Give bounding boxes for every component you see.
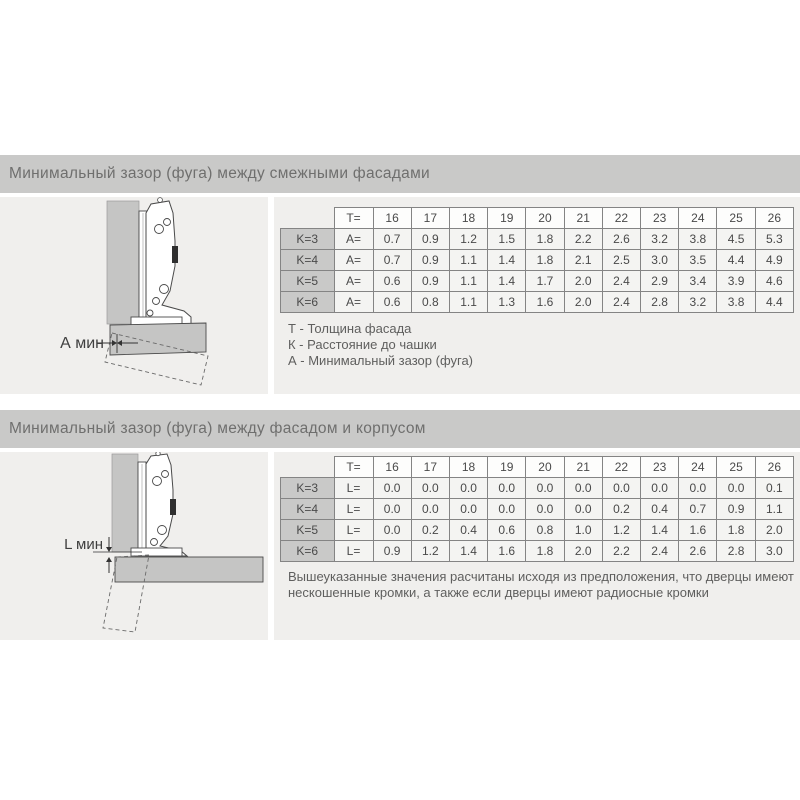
min-gap-table-body (280, 456, 794, 562)
value-cell: 1.4 (641, 520, 679, 541)
value-cell: 3.0 (755, 541, 793, 562)
value-cell: 1.5 (488, 229, 526, 250)
param-label-cell: A= (334, 271, 373, 292)
legend-line-k: К - Расстояние до чашки (288, 337, 437, 352)
hinge-diagram-adjacent-fronts (0, 197, 268, 394)
value-cell: 2.0 (755, 520, 793, 541)
value-cell: 0.0 (373, 520, 411, 541)
value-cell: 1.1 (449, 292, 487, 313)
value-cell: 0.7 (373, 229, 411, 250)
value-cell: 0.9 (411, 250, 449, 271)
value-cell: 1.0 (564, 520, 602, 541)
table-row (281, 229, 794, 250)
table-header-row (281, 457, 794, 478)
k-cell: K=6 (281, 292, 335, 313)
k-cell: K=3 (281, 229, 335, 250)
param-label-cell: L= (334, 541, 373, 562)
hinge-top-screw (156, 452, 160, 456)
value-cell: 3.8 (717, 292, 755, 313)
hinge-clip (170, 499, 176, 515)
value-cell: 0.7 (679, 499, 717, 520)
table-row (281, 271, 794, 292)
gap-l-label: L мин (64, 536, 103, 553)
section1-title-bar (0, 155, 800, 193)
value-cell: 1.6 (488, 541, 526, 562)
thickness-header-cell: 25 (717, 208, 755, 229)
value-cell: 0.0 (449, 478, 487, 499)
hinge-screw (147, 310, 153, 316)
value-cell: 0.0 (526, 478, 564, 499)
k-cell: K=4 (281, 499, 335, 520)
value-cell: 1.8 (526, 229, 564, 250)
section1-title: Минимальный зазор (фуга) между смежными фасадами (9, 165, 431, 182)
value-cell: 0.9 (411, 229, 449, 250)
section2-diagram-panel (0, 452, 268, 640)
arrow-down-icon (106, 547, 112, 552)
thickness-header-cell: 16 (373, 208, 411, 229)
k-cell: K=4 (281, 250, 335, 271)
value-cell: 4.6 (755, 271, 793, 292)
thickness-header-cell: 26 (755, 208, 793, 229)
thickness-header-cell: 18 (449, 208, 487, 229)
value-cell: 0.0 (679, 478, 717, 499)
value-cell: 2.9 (641, 271, 679, 292)
value-cell: 0.0 (602, 478, 640, 499)
value-cell: 1.3 (488, 292, 526, 313)
thickness-header-cell: 20 (526, 208, 564, 229)
table-row (281, 520, 794, 541)
value-cell: 0.0 (641, 478, 679, 499)
value-cell: 1.6 (679, 520, 717, 541)
value-cell: 2.4 (641, 541, 679, 562)
value-cell: 0.6 (373, 271, 411, 292)
value-cell: 1.1 (449, 250, 487, 271)
table-row (281, 499, 794, 520)
hinge-diagram-front-body (0, 452, 268, 640)
value-cell: 0.6 (373, 292, 411, 313)
value-cell: 2.2 (602, 541, 640, 562)
value-cell: 2.6 (679, 541, 717, 562)
hinge-screw (158, 526, 167, 535)
value-cell: 1.4 (449, 541, 487, 562)
value-cell: 3.0 (641, 250, 679, 271)
value-cell: 0.0 (373, 478, 411, 499)
thickness-header-cell: 19 (488, 208, 526, 229)
thickness-header-cell: 18 (449, 457, 487, 478)
min-gap-table-adjacent (280, 207, 794, 313)
value-cell: 1.6 (526, 292, 564, 313)
hinge-top-screw (158, 198, 163, 203)
value-cell: 2.4 (602, 271, 640, 292)
value-cell: 0.0 (411, 478, 449, 499)
table-row (281, 292, 794, 313)
value-cell: 4.9 (755, 250, 793, 271)
k-cell: K=5 (281, 271, 335, 292)
value-cell: 0.0 (373, 499, 411, 520)
param-label-cell: L= (334, 499, 373, 520)
param-label-cell: A= (334, 250, 373, 271)
value-cell: 1.8 (526, 541, 564, 562)
hinge-clip (172, 246, 178, 263)
thickness-header-cell: 23 (641, 208, 679, 229)
corner-cell (281, 457, 335, 478)
arrow-up-icon (106, 557, 112, 562)
adjacent-door-panel (110, 323, 206, 355)
value-cell: 3.4 (679, 271, 717, 292)
value-cell: 2.0 (564, 292, 602, 313)
section1-table-panel (274, 197, 800, 394)
table-row (281, 478, 794, 499)
corner-cell (281, 208, 335, 229)
value-cell: 2.1 (564, 250, 602, 271)
thickness-header-cell: 22 (602, 208, 640, 229)
value-cell: 2.0 (564, 541, 602, 562)
value-cell: 0.0 (564, 499, 602, 520)
hinge-screw (153, 477, 162, 486)
value-cell: 0.0 (488, 478, 526, 499)
value-cell: 0.9 (373, 541, 411, 562)
value-cell: 0.2 (602, 499, 640, 520)
thickness-header-cell: 26 (755, 457, 793, 478)
door-panel (112, 454, 138, 552)
value-cell: 0.9 (411, 271, 449, 292)
value-cell: 2.5 (602, 250, 640, 271)
value-cell: 0.8 (526, 520, 564, 541)
k-cell: K=5 (281, 520, 335, 541)
value-cell: 5.3 (755, 229, 793, 250)
value-cell: 1.7 (526, 271, 564, 292)
k-cell: K=6 (281, 541, 335, 562)
hinge-screw (160, 285, 169, 294)
thickness-header-cell: 23 (641, 457, 679, 478)
param-label-cell: L= (334, 478, 373, 499)
param-label-cell: A= (334, 229, 373, 250)
value-cell: 0.0 (449, 499, 487, 520)
hinge-screw (153, 298, 160, 305)
thickness-header-cell: 22 (602, 457, 640, 478)
hinge-screw (164, 219, 171, 226)
value-cell: 0.0 (564, 478, 602, 499)
value-cell: 3.2 (641, 229, 679, 250)
section2-title-bar (0, 410, 800, 448)
value-cell: 0.4 (449, 520, 487, 541)
value-cell: 1.4 (488, 271, 526, 292)
hinge-screw (155, 225, 164, 234)
value-cell: 2.0 (564, 271, 602, 292)
value-cell: 0.4 (641, 499, 679, 520)
t-label-cell: T= (334, 457, 373, 478)
value-cell: 4.5 (717, 229, 755, 250)
table-header-row (281, 208, 794, 229)
legend-line-t: Т - Толщина фасада (288, 321, 412, 336)
value-cell: 0.0 (717, 478, 755, 499)
value-cell: 0.8 (411, 292, 449, 313)
thickness-header-cell: 17 (411, 208, 449, 229)
thickness-header-cell: 17 (411, 457, 449, 478)
value-cell: 1.4 (488, 250, 526, 271)
cabinet-body-panel (115, 557, 263, 582)
thickness-header-cell: 20 (526, 457, 564, 478)
value-cell: 0.0 (526, 499, 564, 520)
thickness-header-cell: 19 (488, 457, 526, 478)
value-cell: 2.8 (717, 541, 755, 562)
value-cell: 0.6 (488, 520, 526, 541)
thickness-header-cell: 16 (373, 457, 411, 478)
thickness-header-cell: 21 (564, 208, 602, 229)
value-cell: 1.1 (449, 271, 487, 292)
thickness-header-cell: 25 (717, 457, 755, 478)
value-cell: 1.8 (717, 520, 755, 541)
value-cell: 0.7 (373, 250, 411, 271)
k-cell: K=3 (281, 478, 335, 499)
table-row (281, 541, 794, 562)
value-cell: 3.8 (679, 229, 717, 250)
param-label-cell: A= (334, 292, 373, 313)
section2-title: Минимальный зазор (фуга) между фасадом и корпусом (9, 420, 426, 437)
note-line-2: нескошенные кромки, а также если дверцы имеют радиосные кромки (288, 584, 709, 600)
note-line-1: Вышеуказанные значения расчитаны исходя из предположения, что дверцы имеют (288, 569, 794, 584)
section1-legend (288, 321, 473, 369)
section1-diagram-panel (0, 197, 268, 394)
hinge-screw (151, 539, 158, 546)
value-cell: 1.2 (411, 541, 449, 562)
value-cell: 4.4 (717, 250, 755, 271)
value-cell: 1.1 (755, 499, 793, 520)
value-cell: 3.5 (679, 250, 717, 271)
hinge-screw (162, 471, 169, 478)
table-row (281, 250, 794, 271)
gap-a-label: А мин (60, 335, 104, 352)
value-cell: 1.2 (602, 520, 640, 541)
value-cell: 0.2 (411, 520, 449, 541)
param-label-cell: L= (334, 520, 373, 541)
value-cell: 3.9 (717, 271, 755, 292)
value-cell: 0.1 (755, 478, 793, 499)
thickness-header-cell: 24 (679, 457, 717, 478)
legend-line-a: А - Минимальный зазор (фуга) (288, 353, 474, 368)
value-cell: 3.2 (679, 292, 717, 313)
thickness-header-cell: 24 (679, 208, 717, 229)
value-cell: 2.2 (564, 229, 602, 250)
value-cell: 0.0 (411, 499, 449, 520)
section2-note (288, 569, 800, 600)
value-cell: 4.4 (755, 292, 793, 313)
value-cell: 0.0 (488, 499, 526, 520)
value-cell: 2.6 (602, 229, 640, 250)
value-cell: 2.4 (602, 292, 640, 313)
section2-table-panel (274, 452, 800, 640)
door-panel (107, 201, 139, 324)
thickness-header-cell: 21 (564, 457, 602, 478)
value-cell: 1.8 (526, 250, 564, 271)
value-cell: 1.2 (449, 229, 487, 250)
value-cell: 2.8 (641, 292, 679, 313)
t-label-cell: T= (334, 208, 373, 229)
value-cell: 0.9 (717, 499, 755, 520)
